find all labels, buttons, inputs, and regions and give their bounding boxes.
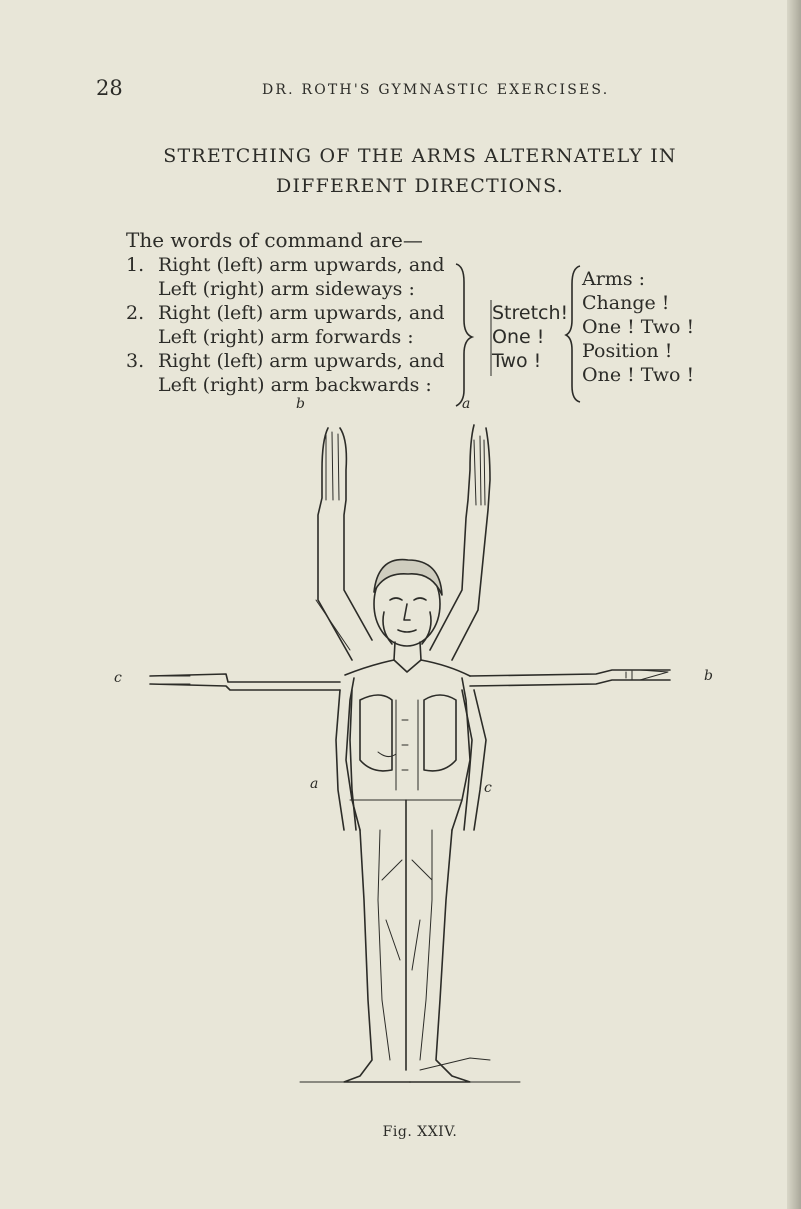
section-title-line2: DIFFERENT DIRECTIONS. <box>276 175 564 197</box>
command-stretch: Stretch! <box>492 302 569 324</box>
legs <box>300 800 520 1082</box>
neck-shoulders <box>345 642 470 676</box>
section-title-line1: STRETCHING OF THE ARMS ALTERNATELY IN <box>163 145 677 167</box>
hanging-arm-right <box>462 690 486 830</box>
command-one: One ! <box>492 326 545 348</box>
command-3-number: 3. <box>126 350 145 372</box>
command-1-line1: Right (left) arm upwards, and <box>158 254 445 276</box>
horizontal-arm-right <box>470 670 670 686</box>
command-3-line1: Right (left) arm upwards, and <box>158 350 445 372</box>
figure-caption: Fig. XXIV. <box>382 1124 458 1140</box>
torso <box>346 678 470 830</box>
command-change: Change ! <box>582 292 670 314</box>
label-top-b: b <box>296 396 305 412</box>
commands-intro: The words of command are— <box>126 228 423 252</box>
command-1-number: 1. <box>126 254 145 276</box>
label-right-b: b <box>704 668 713 684</box>
label-lower-a: a <box>310 776 319 792</box>
label-lower-c: c <box>484 780 492 796</box>
command-arms: Arms : <box>582 268 646 290</box>
command-two: Two ! <box>492 350 542 372</box>
running-head: DR. ROTH'S GYMNASTIC EXERCISES. <box>262 82 610 98</box>
horizontal-arm-left <box>150 674 340 690</box>
page-number: 28 <box>96 76 123 100</box>
command-one-two-1: One ! Two ! <box>582 316 695 338</box>
command-3-line2: Left (right) arm backwards : <box>158 374 432 396</box>
command-position: Position ! <box>582 340 673 362</box>
command-2-line2: Left (right) arm forwards : <box>158 326 414 348</box>
label-top-a: a <box>462 396 471 412</box>
command-2-line1: Right (left) arm upwards, and <box>158 302 445 324</box>
raised-arm-right <box>430 425 490 660</box>
head <box>374 560 442 646</box>
command-1-line2: Left (right) arm sideways : <box>158 278 415 300</box>
command-2-number: 2. <box>126 302 145 324</box>
raised-arm-left <box>316 428 372 660</box>
label-left-c: c <box>114 670 122 686</box>
command-one-two-2: One ! Two ! <box>582 364 695 386</box>
